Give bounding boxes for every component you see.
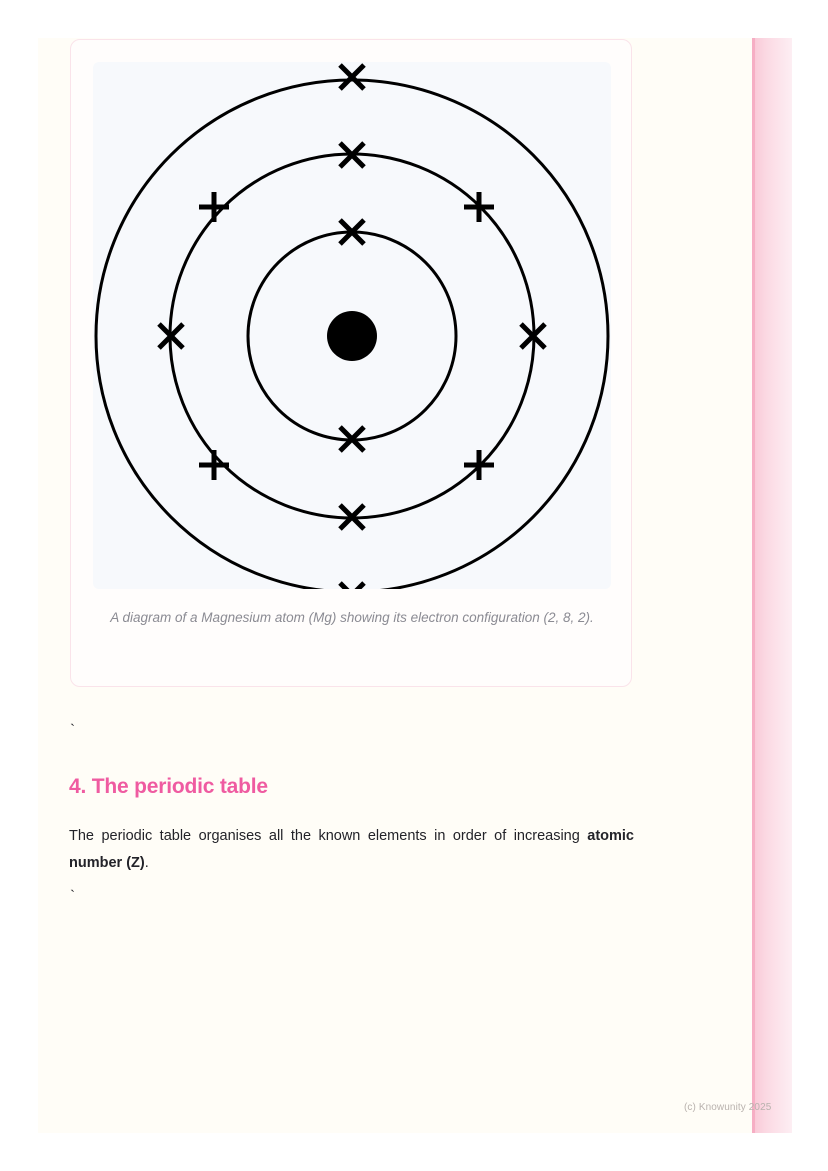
- right-pink-bar: [752, 38, 792, 1133]
- right-margin: [792, 0, 828, 1171]
- magnesium-atom-diagram: [93, 62, 611, 589]
- footer-copyright: (c) Knowunity 2025: [684, 1102, 772, 1113]
- paragraph-text-tail: .: [144, 855, 149, 871]
- paragraph-text-lead: The periodic table organises all the known elements in order of increasing: [69, 828, 588, 844]
- figure-card: [70, 39, 632, 687]
- section-heading: 4. The periodic table: [69, 775, 268, 798]
- tick-mark-top: `: [70, 722, 75, 738]
- paragraph-bold-term: atomic number (Z): [69, 828, 634, 871]
- pink-bar-edge: [752, 38, 755, 1133]
- tick-mark-bottom: `: [70, 888, 75, 904]
- figure-image-area: [93, 62, 611, 589]
- figure-caption: A diagram of a Magnesium atom (Mg) showing its electron configuration (2, 8, 2).: [110, 610, 594, 625]
- left-margin: [0, 0, 38, 1171]
- section-paragraph: [69, 823, 634, 877]
